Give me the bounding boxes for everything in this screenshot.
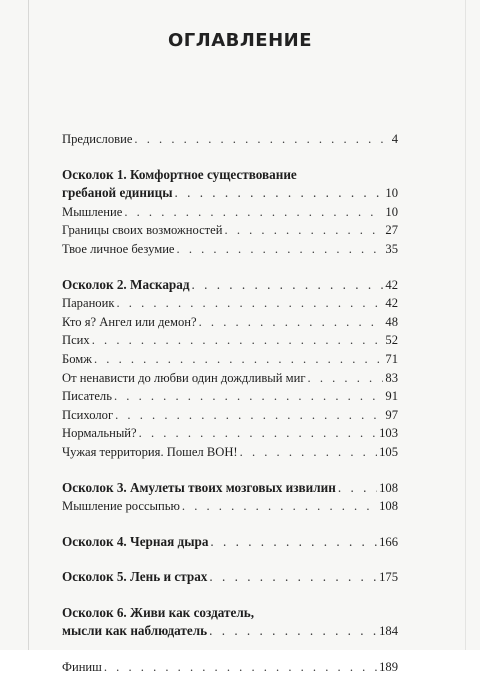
toc-entry-page: 42 [385, 296, 398, 311]
dot-leader [124, 203, 383, 222]
toc-entry [62, 331, 398, 350]
dot-leader [209, 622, 377, 641]
toc-entry-page: 105 [379, 444, 398, 459]
toc-entry [62, 443, 398, 462]
dot-leader [240, 443, 377, 462]
toc-entry [62, 424, 398, 443]
toc-entry-page: 10 [385, 186, 398, 201]
chapter-1-title-line-1: Осколок 1. Комфортное существование [62, 166, 297, 182]
chapter-2-title: Осколок 2. Маскарад [62, 276, 190, 292]
dot-leader [209, 568, 377, 587]
dot-leader [139, 424, 377, 443]
toc-entry [62, 387, 398, 406]
toc-entry [62, 313, 398, 332]
toc-entry [62, 221, 398, 240]
toc-group-ch2 [62, 276, 398, 462]
toc-entry-preface [62, 130, 398, 149]
dot-leader [338, 479, 377, 498]
toc-entry-page: 175 [379, 570, 398, 585]
toc-entry-page: 83 [385, 370, 398, 385]
toc-entry-finish [62, 658, 398, 677]
toc-entry-page: 184 [379, 624, 398, 639]
toc-entry-page: 35 [385, 241, 398, 256]
chapter-5-title: Осколок 5. Лень и страх [62, 569, 208, 585]
page-edge-right [465, 0, 466, 650]
toc-entry [62, 369, 398, 388]
chapter-6-title-line-1: Осколок 6. Живи как создатель, [62, 604, 255, 620]
toc-group-ch6 [62, 604, 398, 641]
dot-leader [116, 294, 383, 313]
toc-group-preface [62, 130, 398, 149]
toc-entry-page: 42 [385, 277, 398, 292]
toc-entry-ch1 [62, 184, 398, 203]
toc-entry-page: 71 [385, 351, 398, 366]
dot-leader [134, 130, 389, 149]
toc-entry-ch6 [62, 622, 398, 641]
toc-group-ch4 [62, 533, 398, 552]
chapter-4-title: Осколок 4. Черная дыра [62, 533, 209, 549]
dot-leader [94, 350, 383, 369]
toc-entry [62, 350, 398, 369]
dot-leader [182, 497, 377, 516]
table-of-contents [62, 130, 398, 694]
toc-entry-page: 103 [379, 426, 398, 441]
toc-entry-page: 189 [379, 660, 398, 675]
toc-entry-title: От ненависти до любви один дождливый миг [62, 370, 306, 385]
toc-entry-ch2 [62, 276, 398, 295]
dot-leader [115, 406, 383, 425]
toc-group-ch5 [62, 568, 398, 587]
toc-entry-page: 4 [391, 132, 398, 146]
toc-entry-ch4 [62, 533, 398, 552]
toc-entry-title: Параноик [62, 296, 115, 311]
toc-entry-title: Писатель [62, 389, 112, 404]
toc-entry [62, 203, 398, 222]
toc-entry-title: Псих [62, 333, 90, 348]
toc-entry-title: Твое личное безумие [62, 241, 175, 256]
dot-leader [192, 276, 384, 295]
toc-group-finish [62, 658, 398, 677]
toc-entry [62, 240, 398, 259]
chapter-3-title: Осколок 3. Амулеты твоих мозговых извилин [62, 479, 336, 495]
toc-entry-title: Мышление [62, 204, 123, 219]
dot-leader [104, 658, 377, 677]
chapter-6-title-line-2: мысли как наблюдатель [62, 623, 208, 639]
dot-leader [210, 533, 377, 552]
toc-entry-title: Нормальный? [62, 426, 137, 441]
dot-leader [199, 313, 384, 332]
toc-entry-title: Мышление россыпью [62, 499, 180, 514]
dot-leader [92, 331, 384, 350]
page-title: ОГЛАВЛЕНИЕ [167, 30, 313, 51]
toc-entry-page: 10 [385, 204, 398, 219]
toc-group-ch3 [62, 479, 398, 516]
toc-entry-page: 91 [385, 389, 398, 404]
toc-entry-title: Психолог [62, 407, 114, 422]
dot-leader [308, 369, 384, 388]
toc-entry-title: Бомж [62, 351, 92, 366]
toc-entry-title: Кто я? Ангел или демон? [62, 314, 197, 329]
toc-entry-page: 52 [385, 333, 398, 348]
toc-entry-title: Финиш [62, 660, 102, 675]
toc-entry-title: Предисловие [62, 132, 133, 146]
page-edge-left [28, 0, 29, 650]
toc-entry-ch5 [62, 568, 398, 587]
dot-leader [114, 387, 383, 406]
dot-leader [175, 184, 384, 203]
toc-entry-page: 48 [385, 314, 398, 329]
chapter-1-title-line-2: гребаной единицы [62, 185, 173, 201]
toc-entry-title: Границы своих возможностей [62, 223, 223, 238]
toc-entry-page: 166 [379, 534, 398, 549]
toc-entry-ch3 [62, 479, 398, 498]
toc-entry [62, 294, 398, 313]
dot-leader [177, 240, 384, 259]
toc-entry [62, 497, 398, 516]
toc-group-ch1 [62, 166, 398, 259]
toc-entry-page: 97 [385, 407, 398, 422]
toc-entry-page: 27 [385, 223, 398, 238]
toc-entry-title: Чужая территория. Пошел ВОН! [62, 444, 238, 459]
dot-leader [225, 221, 384, 240]
toc-entry-page: 108 [379, 499, 398, 514]
toc-entry [62, 406, 398, 425]
toc-entry-page: 108 [379, 480, 398, 495]
